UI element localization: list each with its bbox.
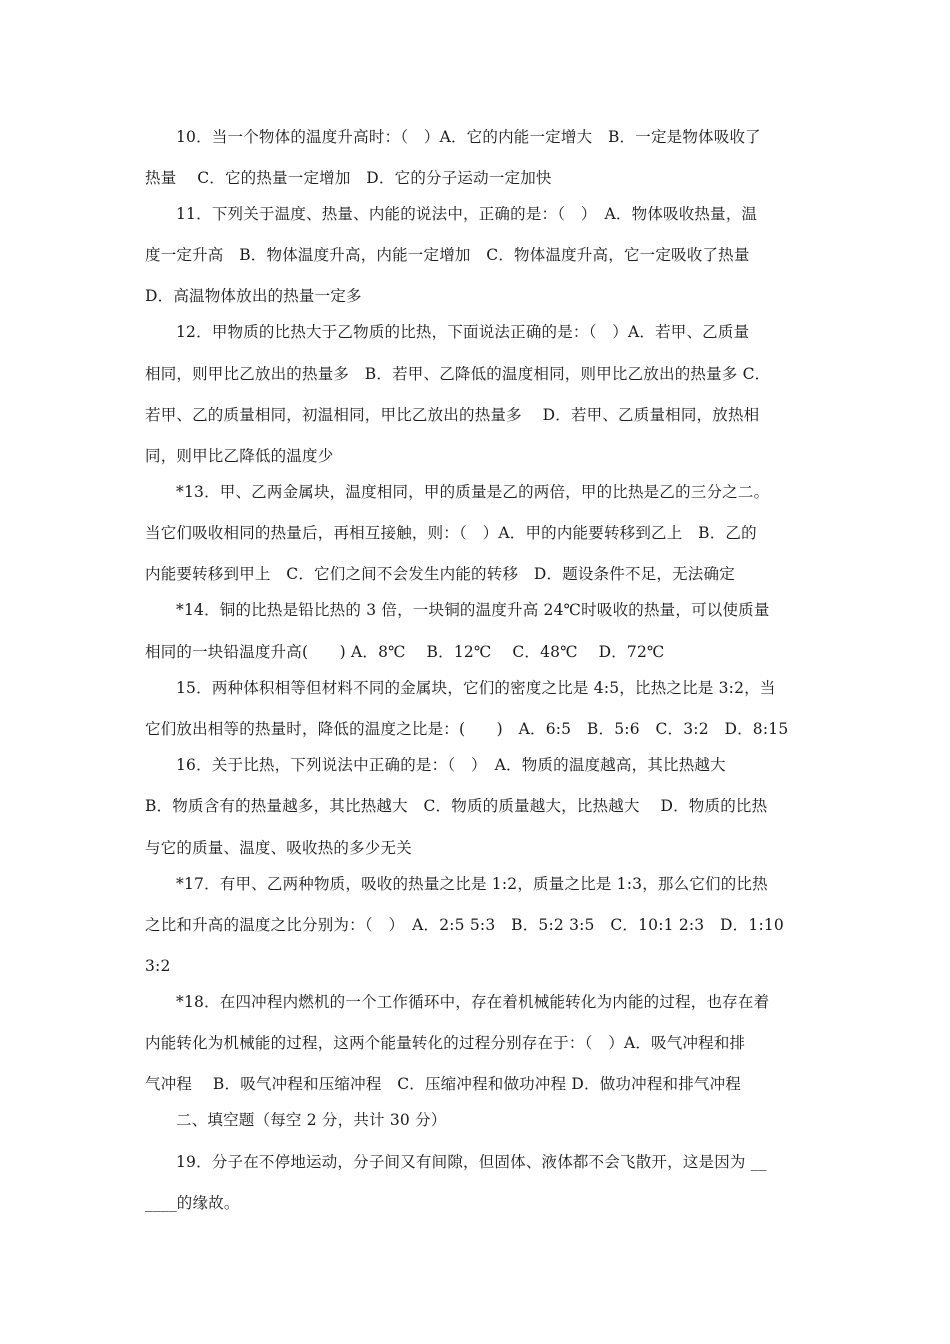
q12-line-3: 若甲、乙的质量相同，初温相同，甲比乙放出的热量多 D．若甲、乙质量相同，放热相: [145, 406, 760, 424]
q13-line-2: 当它们吸收相同的热量后，再相互接触，则：（ ）A．甲的内能要转移到乙上 B．乙的: [145, 524, 757, 542]
q19-line-1: 19．分子在不停地运动，分子间又有间隙，但固体、液体都不会飞散开，这是因为 __: [176, 1153, 767, 1171]
section-heading-fill-in: 二、填空题（每空 2 分，共计 30 分）: [176, 1111, 447, 1129]
q12-line-4: 同，则甲比乙降低的温度少: [145, 447, 334, 465]
q13-line-1: *13．甲、乙两金属块，温度相同，甲的质量是乙的两倍，甲的比热是乙的三分之二。: [176, 483, 770, 501]
q19-line-2: ____的缘故。: [145, 1194, 240, 1212]
q10-line-1: 10．当一个物体的温度升高时：（ ）A．它的内能一定增大 B．一定是物体吸收了: [176, 128, 761, 146]
q18-line-2: 内能转化为机械能的过程，这两个能量转化的过程分别存在于：（ ）A．吸气冲程和排: [145, 1034, 746, 1052]
q17-line-1: *17．有甲、乙两种物质，吸收的热量之比是 1:2，质量之比是 1:3，那么它们的比热: [176, 875, 768, 893]
q18-line-3: 气冲程 B．吸气冲程和压缩冲程 C．压缩冲程和做功冲程 D．做功冲程和排气冲程: [145, 1075, 742, 1093]
q17-line-3: 3:2: [145, 957, 171, 975]
q17-line-2: 之比和升高的温度之比分别为：（ ） A．2:5 5:3 B．5:2 3:5 C．10:1 2:3 D．1:10: [145, 916, 784, 934]
q16-line-1: 16．关于比热，下列说法中正确的是：（ ） A．物质的温度越高，其比热越大: [176, 756, 726, 774]
q15-line-1: 15．两种体积相等但材料不同的金属块，它们的密度之比是 4:5，比热之比是 3:2，当: [176, 679, 776, 697]
q16-line-2: B．物质含有的热量越多，其比热越大 C．物质的质量越大，比热越大 D．物质的比热: [145, 797, 768, 815]
q13-line-3: 内能要转移到甲上 C．它们之间不会发生内能的转移 D．题设条件不足，无法确定: [145, 565, 735, 583]
q14-line-2: 相同的一块铅温度升高( ) A．8℃ B．12℃ C．48℃ D．72℃: [145, 643, 665, 661]
q18-line-1: *18．在四冲程内燃机的一个工作循环中，存在着机械能转化为内能的过程，也存在着: [176, 993, 770, 1011]
q12-line-1: 12．甲物质的比热大于乙物质的比热，下面说法正确的是：（ ）A．若甲、乙质量: [176, 323, 750, 341]
q11-line-2: 度一定升高 B．物体温度升高，内能一定增加 C．物体温度升高，它一定吸收了热量: [145, 246, 750, 264]
q12-line-2: 相同，则甲比乙放出的热量多 B．若甲、乙降低的温度相同，则甲比乙放出的热量多 C．: [145, 365, 771, 383]
q16-line-3: 与它的质量、温度、吸收热的多少无关: [145, 839, 412, 857]
q11-line-1: 11．下列关于温度、热量、内能的说法中，正确的是：（ ） A．物体吸收热量，温: [176, 205, 758, 223]
q14-line-1: *14．铜的比热是铅比热的 3 倍，一块铜的温度升高 24℃时吸收的热量，可以使质量: [176, 601, 770, 619]
q10-line-2: 热量 C．它的热量一定增加 D．它的分子运动一定加快: [145, 169, 552, 187]
q15-line-2: 它们放出相等的热量时，降低的温度之比是：( ) A．6:5 B．5:6 C．3:2 D．8:15: [145, 720, 789, 738]
q11-line-3: D．高温物体放出的热量一定多: [145, 287, 362, 305]
